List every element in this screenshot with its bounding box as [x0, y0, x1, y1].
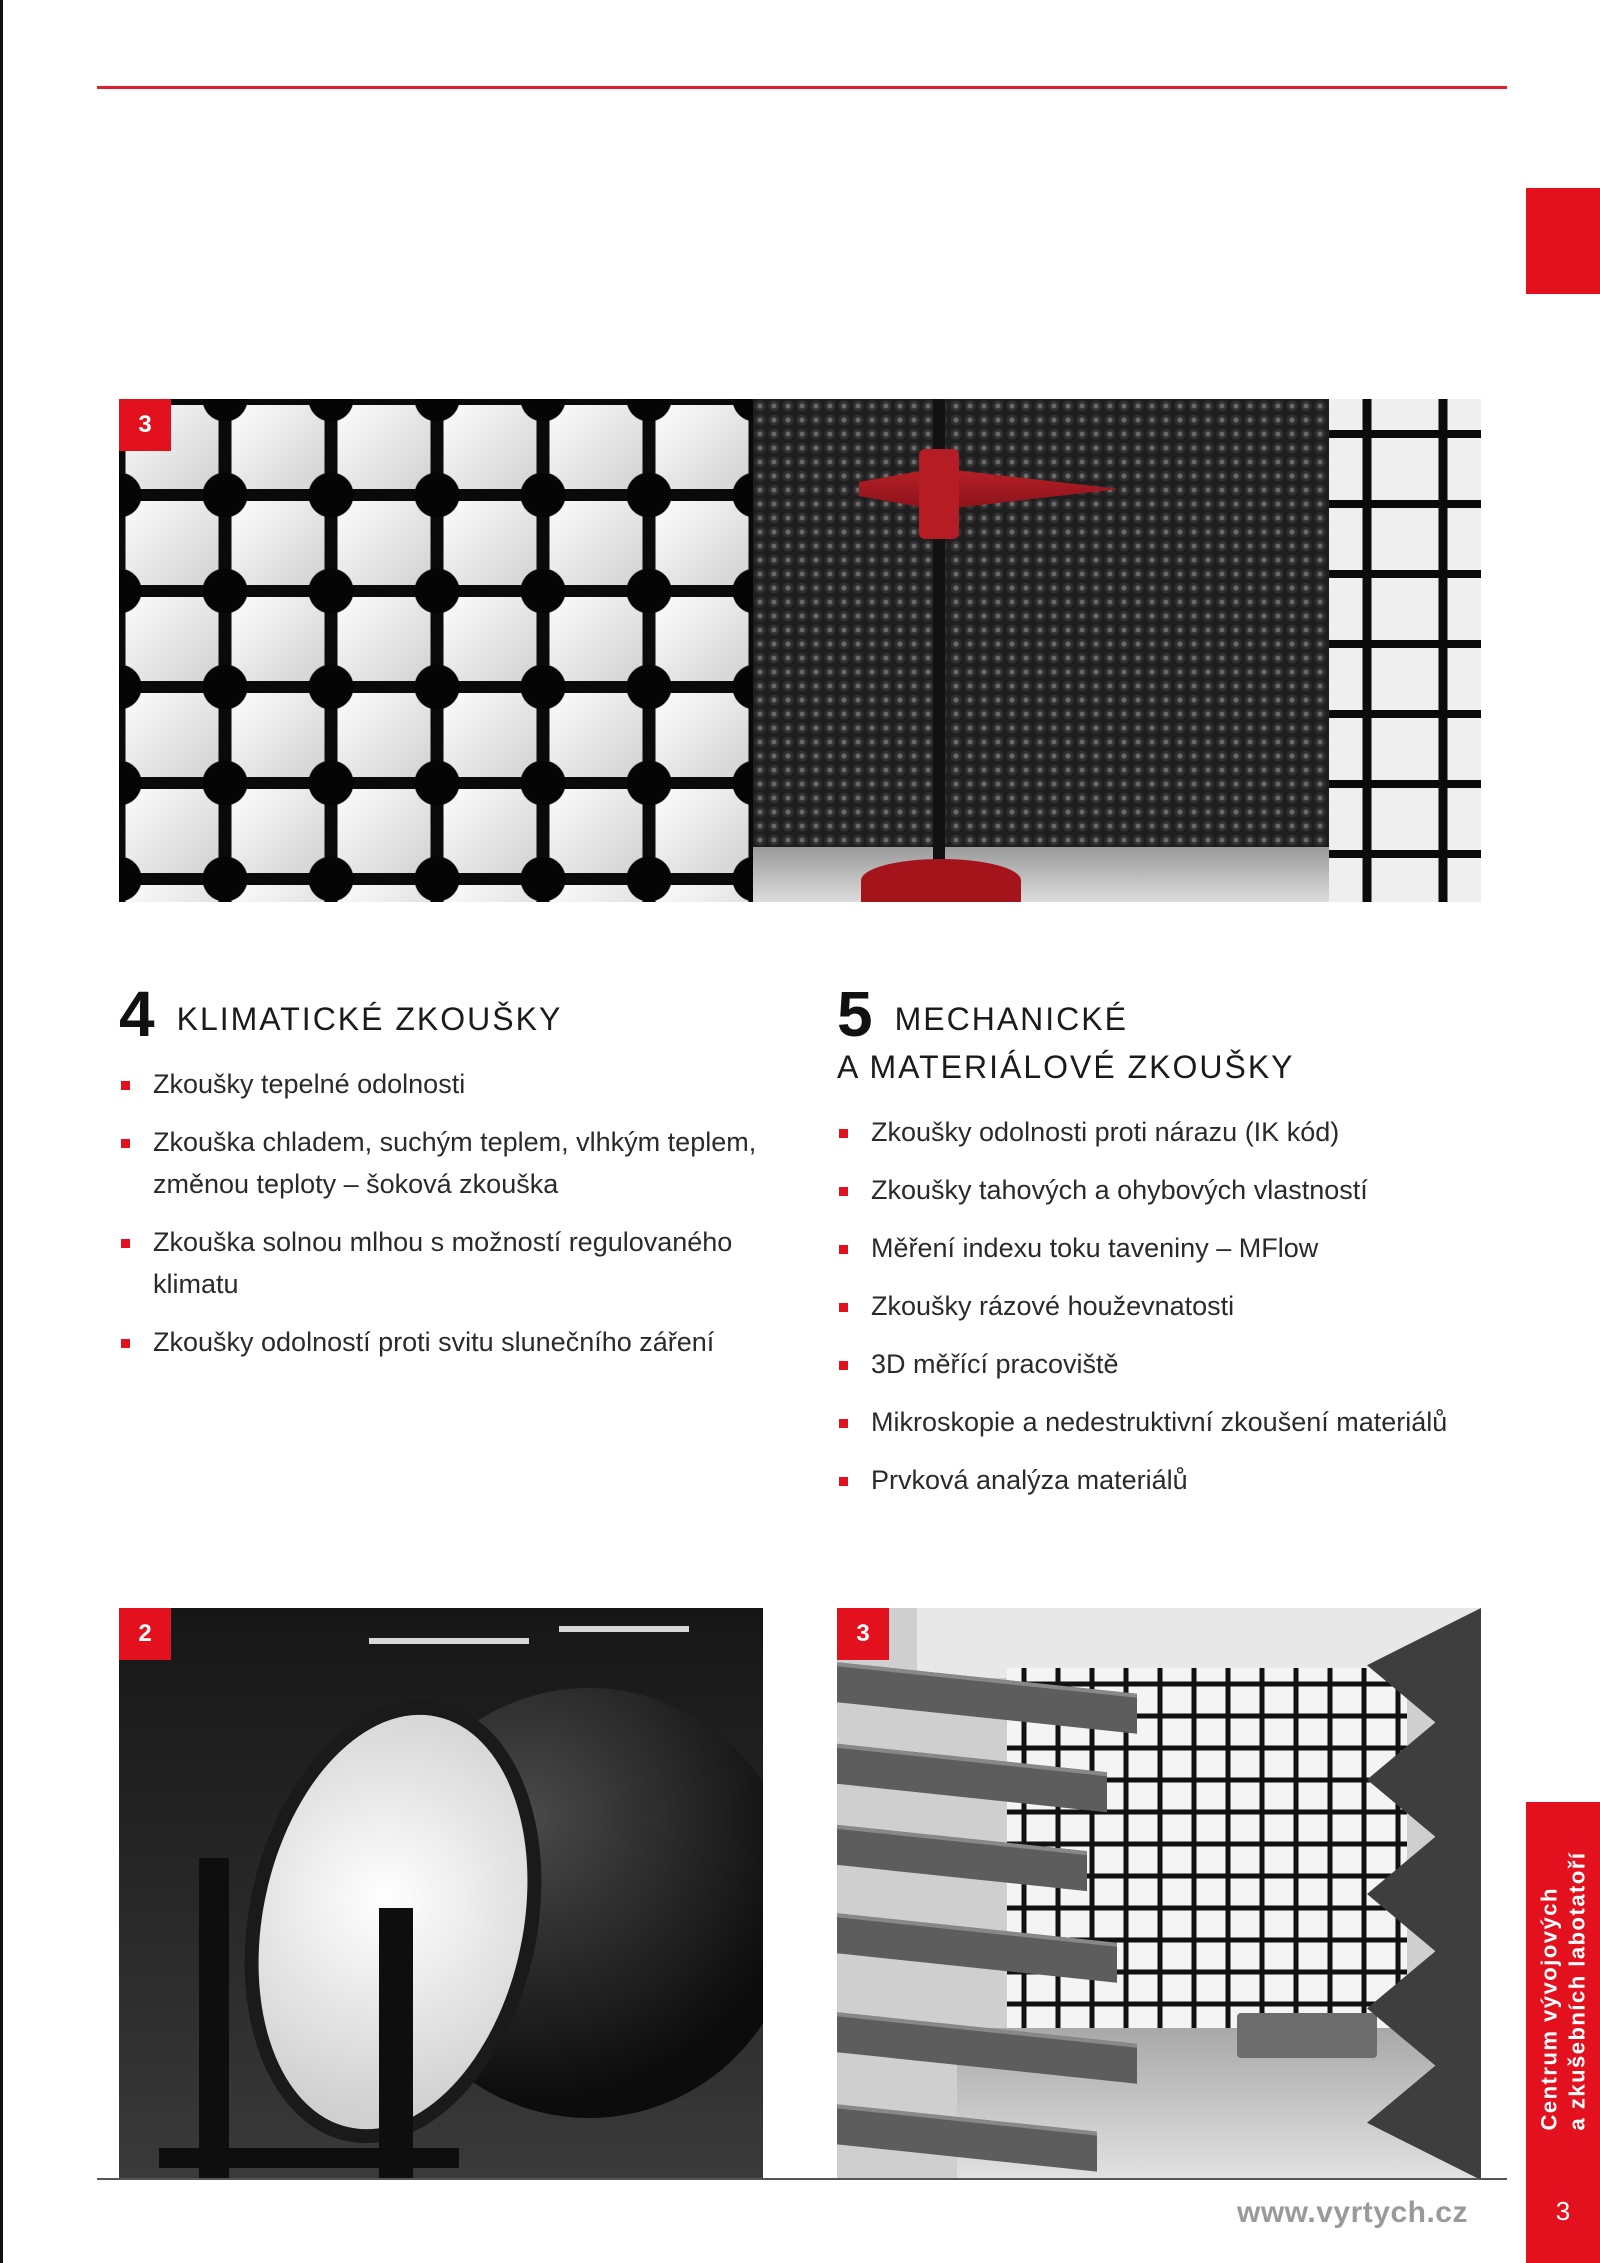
antenna-mount [919, 449, 959, 539]
equipment-cart [1237, 2013, 1377, 2058]
list-item: Mikroskopie a nedestruktivní zkoušení materiálů [837, 1401, 1497, 1443]
sphere-stand-foot [159, 2148, 459, 2168]
section-mechanical-tests [837, 978, 1497, 1517]
page-number: 3 [1555, 2196, 1571, 2226]
photo-badge: 3 [837, 1608, 889, 1660]
list-item: Zkoušky tahových a ohybových vlastností [837, 1169, 1497, 1211]
section-title: MECHANICKÉ [894, 1001, 1128, 1037]
list-item: Zkoušky odolností proti svitu slunečního záření [119, 1321, 759, 1363]
sphere-stand [199, 1858, 229, 2180]
list-item: Zkoušky rázové houževnatosti [837, 1285, 1497, 1327]
list-item: Měření indexu toku taveniny – MFlow [837, 1227, 1497, 1269]
bullet-list [837, 1111, 1497, 1501]
side-tab-label [1526, 1802, 1600, 2180]
section-title: KLIMATICKÉ ZKOUŠKY [176, 1001, 563, 1037]
section-climatic-tests [119, 978, 759, 1379]
bullet-list [119, 1063, 759, 1363]
list-item: Zkoušky odolnosti proti nárazu (IK kód) [837, 1111, 1497, 1153]
ceiling-light [559, 1626, 689, 1632]
section-heading [119, 978, 759, 1050]
absorber-wall-left [119, 399, 753, 902]
photo-anechoic-chamber-antenna [119, 399, 1481, 902]
page-edge [0, 0, 3, 2263]
list-item: Zkouška solnou mlhou s možností regulovaného klimatu [119, 1221, 759, 1305]
photo-integrating-sphere [119, 1608, 763, 2180]
top-rule [97, 86, 1507, 89]
section-title-line2: A MATERIÁLOVÉ ZKOUŠKY [837, 1049, 1295, 1085]
sphere-stand [379, 1908, 413, 2180]
side-tab-top [1526, 188, 1600, 294]
section-number: 5 [837, 978, 873, 1050]
bottom-rule [97, 2178, 1507, 2180]
photo-badge: 3 [119, 399, 171, 451]
absorber-wall-right [1329, 399, 1481, 902]
ceiling-light [369, 1638, 529, 1644]
photo-badge: 2 [119, 1608, 171, 1660]
photo-anechoic-chamber-interior [837, 1608, 1481, 2180]
list-item: Zkouška chladem, suchým teplem, vlhkým teplem, změnou teploty – šoková zkouška [119, 1121, 759, 1205]
section-heading [837, 978, 1497, 1091]
mast-base [861, 859, 1021, 902]
footer-url[interactable]: www.vyrtych.cz [1237, 2196, 1468, 2229]
list-item: Zkoušky tepelné odolnosti [119, 1063, 759, 1105]
list-item: Prvková analýza materiálů [837, 1459, 1497, 1501]
side-label-line2: a zkušebních labotatoří [1564, 1851, 1589, 2131]
side-label-line1: Centrum vývojových [1536, 1887, 1561, 2131]
section-number: 4 [119, 978, 155, 1050]
list-item: 3D měřící pracoviště [837, 1343, 1497, 1385]
